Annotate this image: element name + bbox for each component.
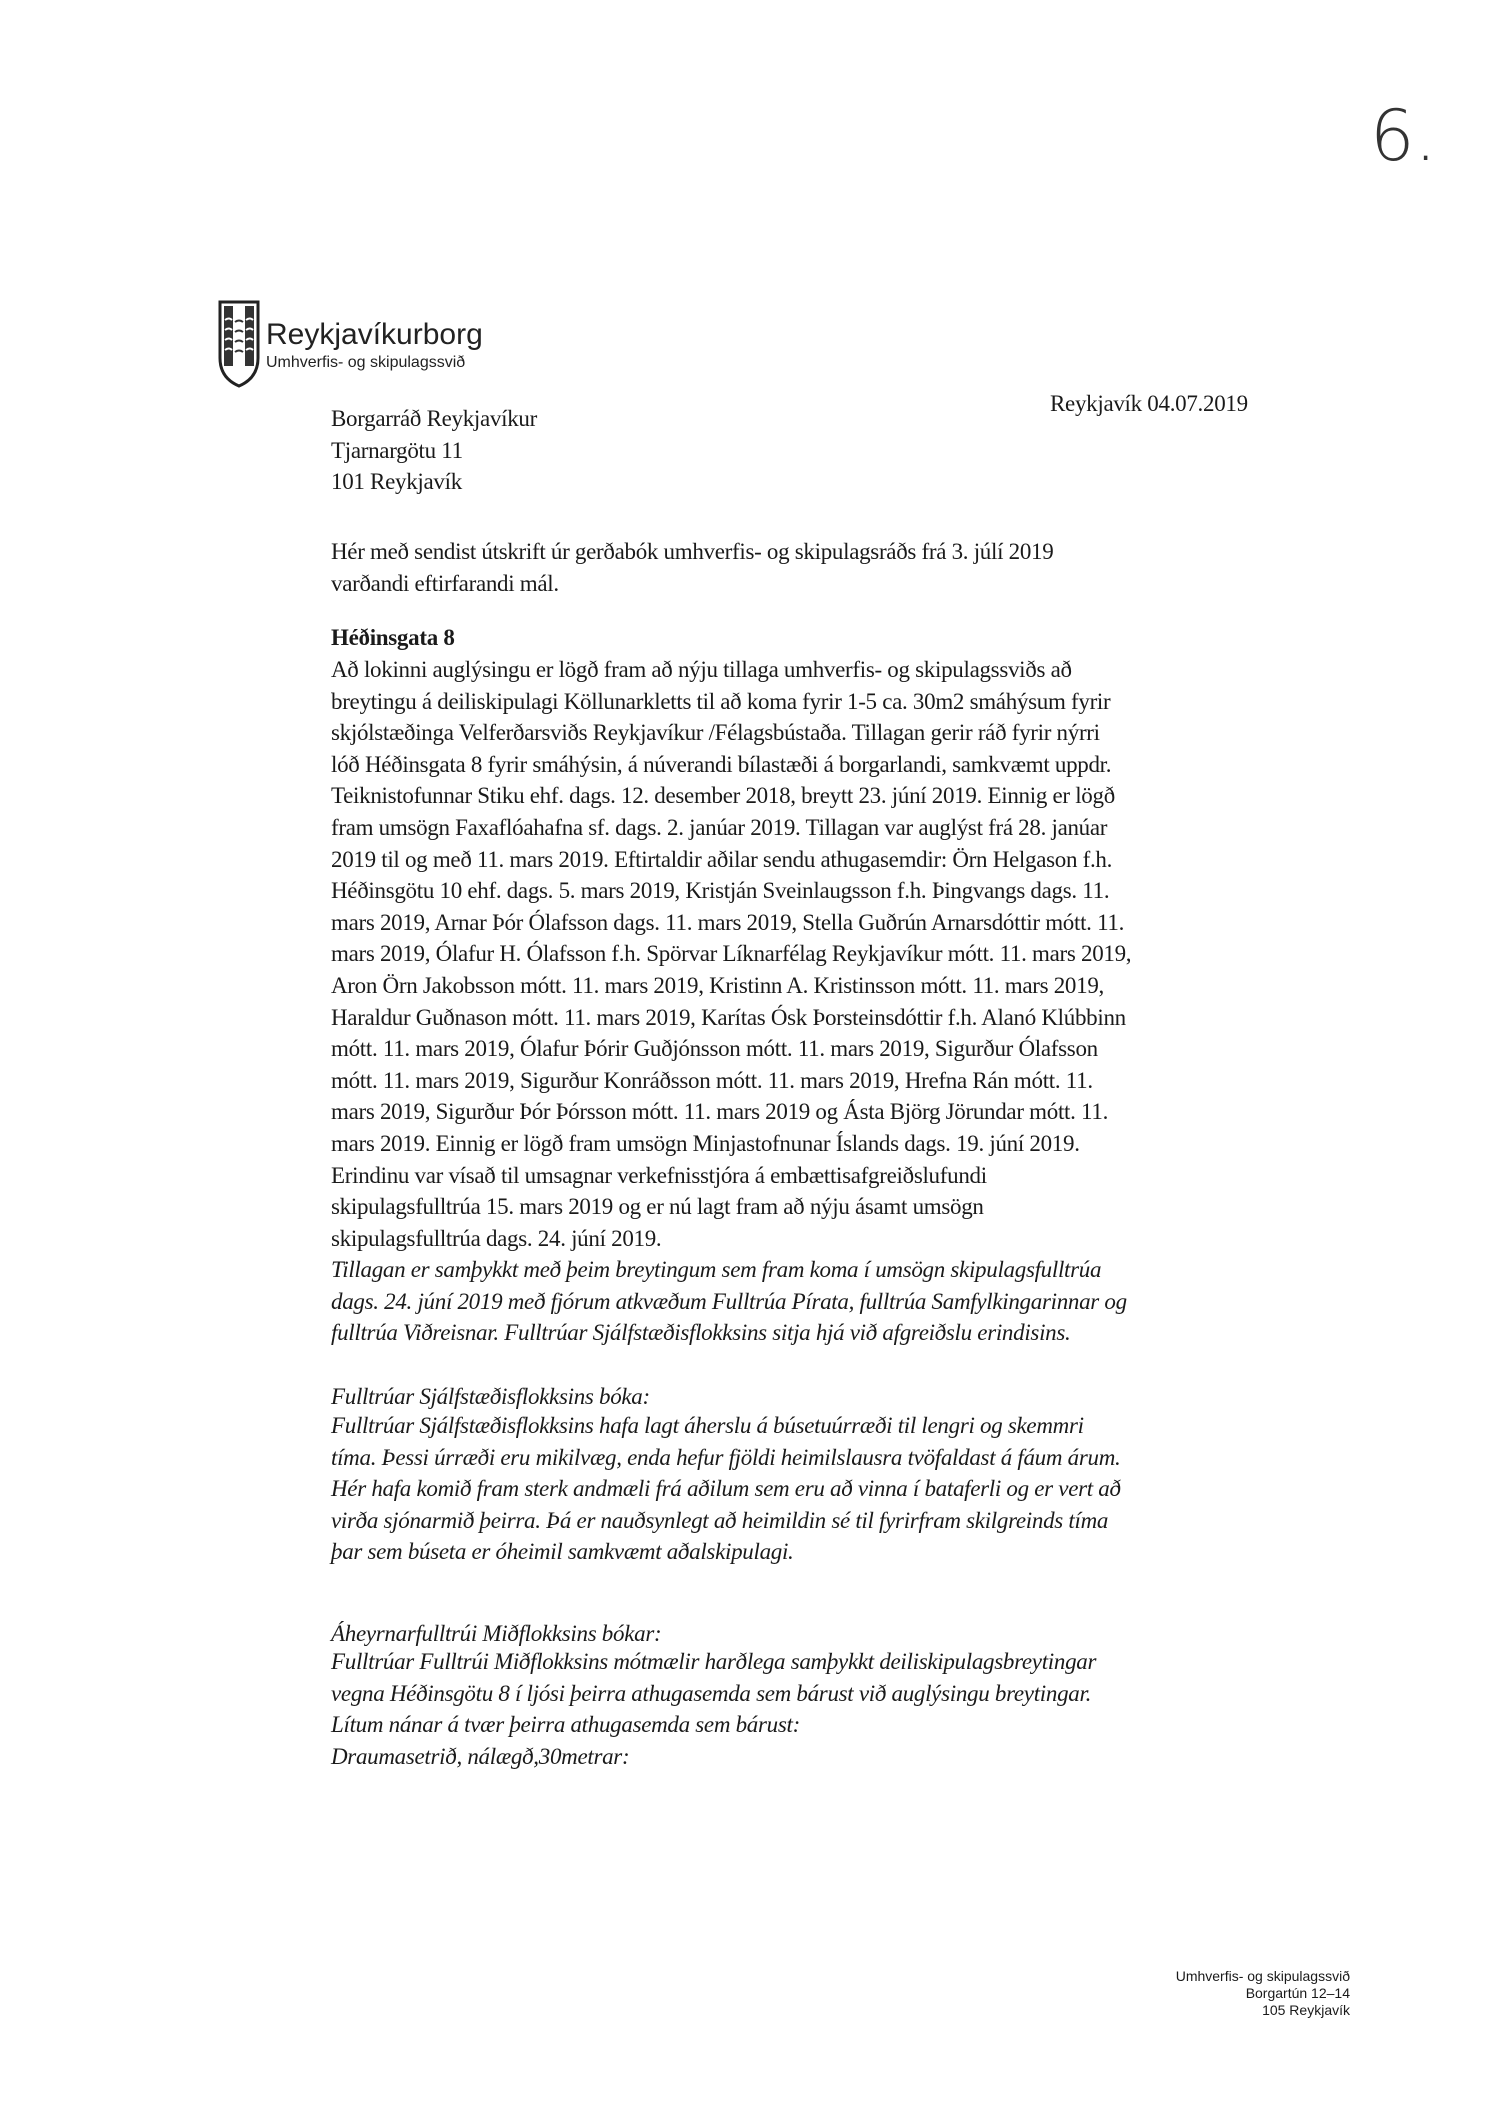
footer-address: [1176, 1968, 1350, 2019]
text-line: Héðinsgötu 10 ehf. dags. 5. mars 2019, Kristján Sveinlaugsson f.h. Þingvangs dags. 11.: [331, 878, 1110, 904]
text-line: Tillagan er samþykkt með þeim breytingum sem fram koma í umsögn skipulagsfulltrúa: [331, 1257, 1102, 1282]
handwritten-page-number: 6.: [1370, 95, 1437, 177]
letter-date: Reykjavík 04.07.2019: [1050, 391, 1248, 416]
text-line: dags. 24. júní 2019 með fjórum atkvæðum Fulltrúa Pírata, fulltrúa Samfylkingarinnar og: [331, 1288, 1127, 1314]
letterhead: [266, 318, 483, 372]
text-line: breytingu á deiliskipulagi Köllunarkletts til að koma fyrir 1-5 ca. 30m2 smáhýsum fyrir: [331, 688, 1111, 714]
text-line: skipulagsfulltrúa dags. 24. júní 2019.: [331, 1225, 662, 1251]
text-line: fulltrúa Viðreisnar. Fulltrúar Sjálfstæðisflokksins sitja hjá við afgreiðslu erindisins.: [331, 1320, 1071, 1346]
recipient-line: 101 Reykjavík: [331, 469, 462, 495]
org-name: Reykjavíkurborg: [266, 318, 483, 351]
text-line: mótt. 11. mars 2019, Sigurður Konráðsson mótt. 11. mars 2019, Hrefna Rán mótt. 11.: [331, 1067, 1093, 1093]
recipient-address: [331, 403, 537, 498]
text-line: fram umsögn Faxaflóahafna sf. dags. 2. janúar 2019. Tillagan var auglýst frá 28. janúar: [331, 814, 1108, 840]
text-line: 2019 til og með 11. mars 2019. Eftirtaldir aðilar sendu athugasemdir: Örn Helgason f.h.: [331, 846, 1113, 872]
text-line: mars 2019, Arnar Þór Ólafsson dags. 11. mars 2019, Stella Guðrún Arnarsdóttir mótt. 11.: [331, 909, 1125, 935]
text-line: mars 2019, Ólafur H. Ólafsson f.h. Spörvar Líknarfélag Reykjavíkur mótt. 11. mars 2019,: [331, 941, 1132, 967]
entry-body-midflokks: [331, 1646, 1096, 1772]
item-heading: Héðinsgata 8: [331, 625, 455, 650]
text-line: Að lokinni auglýsingu er lögð fram að nýju tillaga umhverfis- og skipulagssviðs að: [331, 657, 1072, 682]
entry-title-midflokks: Áheyrnarfulltrúi Miðflokksins bókar:: [331, 1621, 662, 1646]
text-line: Hér með sendist útskrift úr gerðabók umhverfis- og skipulagsráðs frá 3. júlí 2019: [331, 539, 1054, 564]
text-line: Hér hafa komið fram sterk andmæli frá aðilum sem eru að vinna í bataferli og er vert að: [331, 1476, 1121, 1502]
footer-line: Umhverfis- og skipulagssvið: [1175, 1968, 1350, 1984]
text-line: mars 2019, Sigurður Þór Þórsson mótt. 11. mars 2019 og Ásta Björg Jörundar mótt. 11.: [331, 1099, 1109, 1125]
footer-line: Borgartún 12–14: [1245, 1985, 1350, 2001]
text-line: þar sem búseta er óheimil samkvæmt aðalskipulagi.: [331, 1539, 794, 1565]
text-line: tíma. Þessi úrræði eru mikilvæg, enda hefur fjöldi heimilslausra tvöfaldast á fáum árum.: [331, 1444, 1121, 1470]
decision-paragraph: [331, 1254, 1127, 1349]
text-line: Teiknistofunnar Stiku ehf. dags. 12. desember 2018, breytt 23. júní 2019. Einnig er lögð: [331, 783, 1115, 809]
entry-body-sjalfstaedis: [331, 1410, 1121, 1568]
text-line: vegna Héðinsgötu 8 í ljósi þeirra athugasemda sem bárust við auglýsingu breytingar.: [331, 1680, 1092, 1706]
text-line: Draumasetrið, nálægð,30metrar:: [331, 1743, 630, 1769]
text-line: lóð Héðinsgata 8 fyrir smáhýsin, á núverandi bílastæði á borgarlandi, samkvæmt uppdr.: [331, 751, 1112, 777]
text-line: varðandi eftirfarandi mál.: [331, 570, 559, 596]
entry-title-sjalfstaedis: Fulltrúar Sjálfstæðisflokksins bóka:: [331, 1384, 650, 1409]
text-line: Aron Örn Jakobsson mótt. 11. mars 2019, Kristinn A. Kristinsson mótt. 11. mars 2019,: [331, 972, 1104, 998]
text-line: Fulltrúar Sjálfstæðisflokksins hafa lagt áherslu á búsetuúrræði til lengri og skemmri: [331, 1413, 1084, 1438]
text-line: mars 2019. Einnig er lögð fram umsögn Minjastofnunar Íslands dags. 19. júní 2019.: [331, 1130, 1080, 1156]
text-line: mótt. 11. mars 2019, Ólafur Þórir Guðjónsson mótt. 11. mars 2019, Sigurður Ólafsson: [331, 1036, 1098, 1062]
recipient-line: Borgarráð Reykjavíkur: [331, 406, 537, 431]
text-line: skjólstæðinga Velferðarsviðs Reykjavíkur /Félagsbústaða. Tillagan gerir ráð fyrir nýrri: [331, 720, 1100, 746]
text-line: Lítum nánar á tvær þeirra athugasemda sem bárust:: [331, 1712, 800, 1738]
text-line: Fulltrúar Fulltrúi Miðflokksins mótmælir harðlega samþykkt deiliskipulagsbreytingar: [331, 1649, 1097, 1674]
footer-line: 105 Reykjavík: [1262, 2002, 1350, 2018]
item-body: [331, 654, 1131, 1254]
city-coat-of-arms-logo: [218, 300, 260, 388]
text-line: skipulagsfulltrúa 15. mars 2019 og er nú lagt fram að nýju ásamt umsögn: [331, 1194, 984, 1220]
text-line: virða sjónarmið þeirra. Þá er nauðsynlegt að heimildin sé til fyrirfram skilgreinds tíma: [331, 1507, 1109, 1533]
text-line: Erindinu var vísað til umsagnar verkefnisstjóra á embættisafgreiðslufundi: [331, 1162, 987, 1188]
text-line: Haraldur Guðnason mótt. 11. mars 2019, Karítas Ósk Þorsteinsdóttir f.h. Alanó Klúbbinn: [331, 1004, 1126, 1030]
intro-paragraph: [331, 536, 1053, 599]
recipient-line: Tjarnargötu 11: [331, 437, 463, 463]
department-name: Umhverfis- og skipulagssvið: [266, 354, 466, 371]
